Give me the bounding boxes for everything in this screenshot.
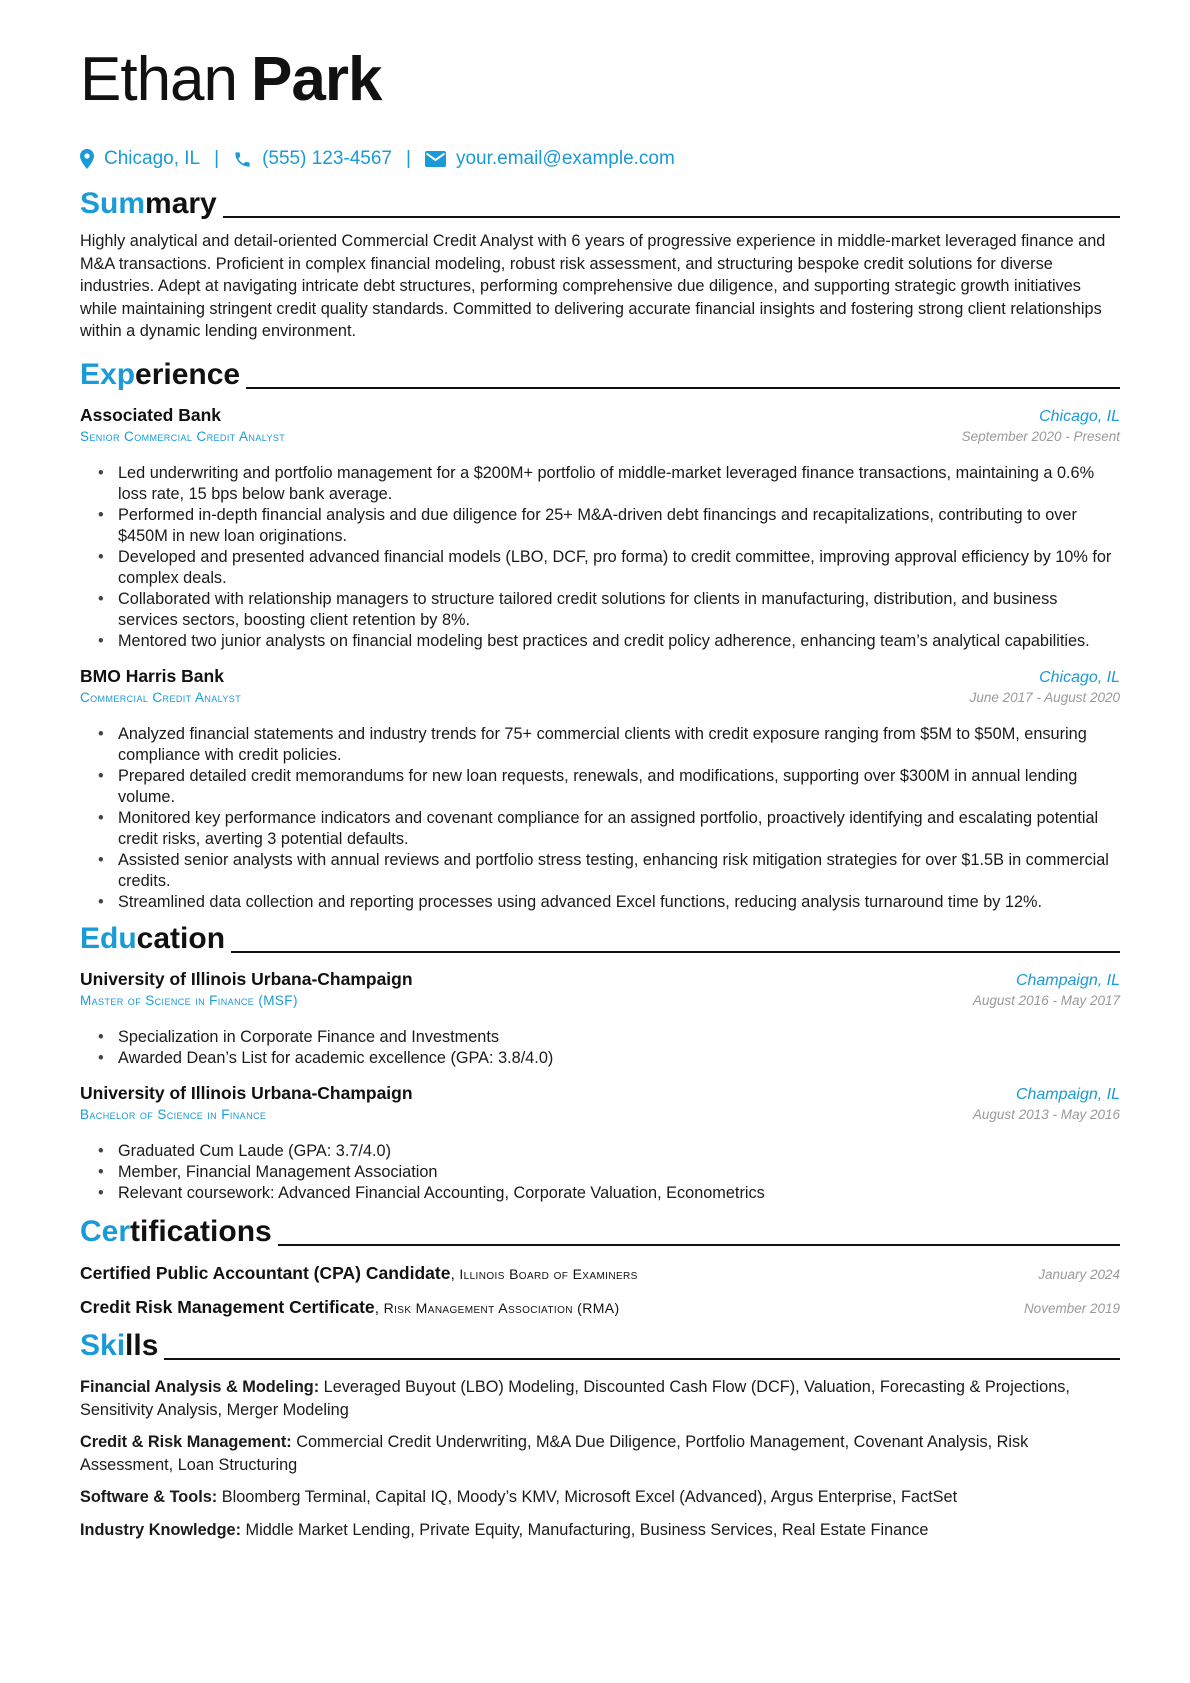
email-link[interactable]: your.email@example.com	[455, 148, 675, 169]
section-rule	[223, 216, 1120, 218]
certifications-list	[80, 1256, 1120, 1324]
list-item: • Monitored key performance indicators and covenant compliance for an assigned portfolio, proactively identifying and escalating potential credit risks, averting 3 potential defaults.	[118, 808, 1120, 850]
contact-phone[interactable]	[233, 148, 392, 170]
first-name: Ethan	[80, 45, 238, 114]
school-subheader	[80, 993, 1120, 1013]
job-dates: June 2017 - August 2020	[969, 689, 1120, 705]
list-item: • Graduated Cum Laude (GPA: 3.7/4.0)	[118, 1141, 1120, 1162]
list-item: • Analyzed financial statements and industry trends for 75+ commercial clients with credit exposure ranging from $5M to $50M, ensuring compliance with credit policies.	[118, 724, 1120, 766]
skill-row	[80, 1519, 1120, 1542]
education-heading	[80, 921, 1120, 957]
last-name: Park	[251, 45, 382, 114]
list-item: • Streamlined data collection and reporting processes using advanced Excel functions, reducing analysis turnaround time by 12%.	[118, 892, 1120, 913]
school-header	[80, 969, 1120, 993]
job-bullets	[80, 724, 1120, 913]
education-entry	[80, 1083, 1120, 1204]
list-item: • Awarded Dean’s List for academic excellence (GPA: 3.8/4.0)	[118, 1048, 1120, 1069]
list-item: • Relevant coursework: Advanced Financial Accounting, Corporate Valuation, Econometrics	[118, 1183, 1120, 1204]
title-rest: mary	[145, 187, 217, 220]
school-location: Champaign, IL	[1015, 971, 1120, 989]
list-item: • Developed and presented advanced financial models (LBO, DCF, pro forma) to credit committee, improving approval efficiency by 10% for complex deals.	[118, 547, 1120, 589]
section-title	[80, 1214, 272, 1250]
skill-row	[80, 1486, 1120, 1509]
skill-category: Financial Analysis & Modeling:	[80, 1377, 320, 1396]
school-bullets	[80, 1027, 1120, 1069]
certification-row	[80, 1256, 1120, 1290]
resume-page	[80, 40, 1120, 1542]
section-title	[80, 357, 240, 393]
summary-text: Highly analytical and detail-oriented Commercial Credit Analyst with 6 years of progressive experience in middle-market leveraged finance and M&A transactions. Proficient in complex financial modeling, robust risk assessment, and structuring bespoke credit solutions for diverse industries. Adept at navigating intricate debt structures, performing comprehensive due diligence, and supporting strategic growth initiatives while maintaining stringent credit quality standards. Committed to delivering accurate financial insights and fostering strong client relationships within a dynamic lending environment.	[80, 232, 1106, 341]
skill-row	[80, 1431, 1120, 1476]
job-entry	[80, 405, 1120, 652]
school-name: University of Illinois Urbana-Champaign	[80, 968, 413, 989]
list-item: • Member, Financial Management Association	[118, 1162, 1120, 1183]
school-dates: August 2016 - May 2017	[972, 992, 1120, 1008]
contact-separator: |	[214, 148, 220, 169]
job-subheader	[80, 429, 1120, 449]
degree-name: Master of Science in Finance (MSF)	[80, 992, 298, 1008]
candidate-name	[80, 40, 1120, 120]
list-item: • Led underwriting and portfolio management for a $200M+ portfolio of middle-market leveraged finance transactions, maintaining a 0.6% loss rate, 15 bps below bank average.	[118, 463, 1120, 505]
list-item: • Collaborated with relationship managers to structure tailored credit solutions for clients in manufacturing, distribution, and business services sectors, boosting client retention by 8%.	[118, 589, 1120, 631]
job-location: Chicago, IL	[1039, 668, 1120, 686]
job-subheader	[80, 690, 1120, 710]
map-pin-icon	[80, 149, 94, 169]
school-bullets	[80, 1141, 1120, 1204]
title-rest: erience	[135, 357, 241, 391]
skill-values: Commercial Credit Underwriting, M&A Due Diligence, Portfolio Management, Covenant Analysis, Risk Assessment, Loan Structuring	[80, 1433, 1029, 1474]
skill-values: Leveraged Buyout (LBO) Modeling, Discounted Cash Flow (DCF), Valuation, Forecasting & Projections, Sensitivity Analysis, Merger Modeling	[80, 1377, 1070, 1419]
title-accent: Cer	[80, 1214, 131, 1248]
skill-category: Credit & Risk Management:	[80, 1433, 292, 1452]
certification-text: Certified Public Accountant (CPA) Candidate, Illinois Board of Examiners	[80, 1262, 638, 1283]
employer-name: BMO Harris Bank	[80, 665, 224, 686]
summary-heading	[80, 186, 1120, 222]
school-header	[80, 1083, 1120, 1107]
degree-name: Bachelor of Science in Finance	[80, 1106, 267, 1122]
contact-separator: |	[406, 148, 411, 169]
education-entry	[80, 969, 1120, 1069]
contact-line	[80, 144, 1120, 174]
certification-issuer: Illinois Board of Examiners	[459, 1265, 638, 1282]
job-title: Senior Commercial Credit Analyst	[80, 428, 286, 444]
location-text: Chicago, IL	[104, 148, 201, 169]
contact-email[interactable]	[425, 148, 675, 170]
experience-heading	[80, 357, 1120, 393]
school-location: Champaign, IL	[1015, 1085, 1120, 1103]
certification-name: Certified Public Accountant (CPA) Candidate	[80, 1262, 451, 1283]
school-dates: August 2013 - May 2016	[972, 1106, 1120, 1122]
list-item: • Specialization in Corporate Finance and Investments	[118, 1027, 1120, 1048]
title-rest: lls	[125, 1328, 159, 1362]
list-item: • Assisted senior analysts with annual reviews and portfolio stress testing, enhancing risk mitigation strategies for over $1.5B in commercial credits.	[118, 850, 1120, 892]
job-bullets	[80, 463, 1120, 652]
section-rule	[231, 951, 1120, 953]
skill-row	[80, 1376, 1120, 1421]
certification-date: November 2019	[1023, 1300, 1120, 1316]
skills-heading	[80, 1328, 1120, 1364]
school-name: University of Illinois Urbana-Champaign	[80, 1082, 413, 1103]
job-header	[80, 666, 1120, 690]
section-rule	[164, 1358, 1120, 1360]
job-dates: September 2020 - Present	[961, 428, 1120, 444]
skill-category: Industry Knowledge:	[80, 1520, 242, 1539]
certifications-heading	[80, 1214, 1120, 1250]
title-rest: cation	[136, 921, 226, 955]
certification-name: Credit Risk Management Certificate	[80, 1296, 375, 1317]
title-accent: Exp	[80, 357, 136, 391]
certification-date: January 2024	[1038, 1266, 1120, 1282]
school-subheader	[80, 1107, 1120, 1127]
certification-text: Credit Risk Management Certificate, Risk Management Association (RMA)	[80, 1296, 620, 1317]
title-accent: Ski	[80, 1328, 126, 1362]
list-item: • Performed in-depth financial analysis and due diligence for 25+ M&A-driven debt financings and recapitalizations, contributing to over $450M in new loan originations.	[118, 505, 1120, 547]
job-title: Commercial Credit Analyst	[80, 689, 242, 705]
skill-values: Bloomberg Terminal, Capital IQ, Moody’s KMV, Microsoft Excel (Advanced), Argus Enterprise, FactSet	[221, 1488, 958, 1507]
skill-category: Software & Tools:	[80, 1488, 218, 1507]
section-title	[80, 186, 217, 222]
envelope-icon	[425, 151, 446, 167]
list-item: • Mentored two junior analysts on financial modeling best practices and credit policy adherence, enhancing team’s analytical capabilities.	[118, 631, 1120, 652]
employer-name: Associated Bank	[80, 404, 222, 425]
skill-values: Middle Market Lending, Private Equity, Manufacturing, Business Services, Real Estate Finance	[245, 1520, 929, 1539]
title-accent: Edu	[80, 921, 137, 955]
list-item: • Prepared detailed credit memorandums for new loan requests, renewals, and modifications, supporting over $300M in annual lending volume.	[118, 766, 1120, 808]
section-rule	[278, 1244, 1120, 1246]
section-rule	[246, 387, 1120, 389]
contact-location	[80, 148, 200, 170]
title-rest: tifications	[130, 1214, 272, 1248]
certification-issuer: Risk Management Association (RMA)	[383, 1299, 620, 1316]
section-title	[80, 1328, 158, 1364]
job-location: Chicago, IL	[1039, 407, 1120, 425]
phone-icon	[233, 150, 252, 169]
phone-text[interactable]: (555) 123-4567	[262, 148, 392, 169]
certification-row	[80, 1290, 1120, 1324]
section-title	[80, 921, 225, 957]
job-entry	[80, 666, 1120, 913]
skills-list	[80, 1376, 1120, 1542]
job-header	[80, 405, 1120, 429]
title-accent: Sum	[80, 187, 146, 220]
